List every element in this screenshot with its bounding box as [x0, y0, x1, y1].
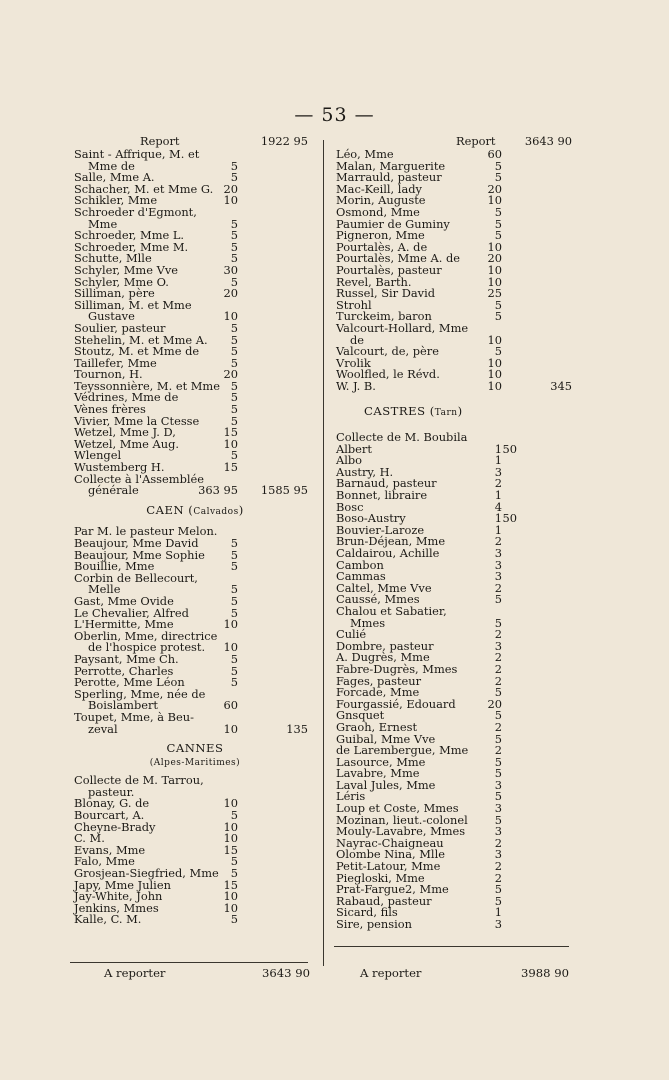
donation-amount: 5	[230, 912, 238, 927]
donor-name: Austry, H.	[336, 464, 394, 479]
donation-amount: 5	[230, 854, 238, 869]
donation-amount: 5	[230, 559, 238, 574]
donation-amount: 10	[223, 640, 238, 655]
donation-amount: 5	[230, 228, 238, 243]
donor-name: C. M.	[74, 831, 105, 846]
donation-amount: 25	[487, 286, 502, 301]
donation-amount: 2	[494, 627, 502, 642]
donation-amount: 3	[494, 824, 502, 839]
donation-amount: 5	[494, 708, 502, 723]
donor-name: Loup et Coste, Mmes	[336, 801, 459, 816]
donation-amount: 5	[230, 239, 238, 254]
donation-amount: 5	[230, 332, 238, 347]
donation-amount: 10	[487, 193, 502, 208]
donation-amount: 5	[494, 309, 502, 324]
donor-name: Schyler, Mme O.	[74, 274, 169, 289]
ledger-row	[70, 819, 320, 834]
donation-amount: 20	[223, 181, 238, 196]
donation-amount: 10	[487, 239, 502, 254]
donor-name: Boislambert	[88, 698, 159, 713]
donor-name: Pigneron, Mme	[336, 228, 425, 243]
donation-amount: 5	[230, 402, 238, 417]
donor-name: Chalou et Sabatier,	[336, 603, 447, 618]
section-total: 1585 95	[260, 483, 308, 498]
donor-name: Stehelin, M. et Mme A.	[74, 332, 208, 347]
donor-name: Sire, pension	[336, 917, 412, 931]
donor-name: Japy, Mme Julien	[74, 877, 171, 892]
donation-amount: 1	[494, 441, 502, 456]
donation-amount: 5	[494, 882, 502, 897]
donor-name: Beaujour, Mme Sophie	[74, 547, 205, 562]
donation-amount: 2	[494, 743, 502, 758]
donation-amount: 3	[494, 557, 502, 572]
donation-amount: 15	[223, 460, 238, 475]
donor-name: Soulier, pasteur	[74, 320, 166, 335]
donor-name: Piegloski, Mme	[336, 870, 425, 885]
donation-amount: 3	[494, 569, 502, 584]
donor-name: Pourtalès, A. de	[336, 239, 428, 254]
donation-amount: 5	[494, 158, 502, 173]
donor-name: Valcourt, de, père	[336, 344, 439, 359]
donation-amount: 5	[230, 582, 238, 597]
donor-name: Lavabre, Mme	[336, 766, 420, 781]
donation-amount: 5	[494, 893, 502, 908]
donation-amount: 5	[230, 378, 238, 393]
donation-amount: 5	[230, 216, 238, 231]
donor-name: Petit-Latour, Mme	[336, 859, 441, 874]
donation-amount: 5	[494, 297, 502, 312]
donation-amount: 1	[494, 488, 502, 503]
section-heading-caen: CAEN (Calvados)	[146, 502, 244, 517]
footer-label: A reporter	[360, 966, 422, 980]
donor-name: Saint - Affrique, M. et	[74, 147, 200, 161]
donation-amount: 3	[494, 917, 502, 931]
donor-name: Laval Jules, Mme	[336, 777, 436, 792]
ledger-row	[70, 914, 320, 926]
donor-name: Taillefer, Mme	[74, 355, 157, 370]
donation-amount: 5	[494, 615, 502, 630]
donor-name: Toupet, Mme, à Beu-	[74, 709, 194, 724]
donor-name: Schyler, Mme Vve	[74, 262, 178, 277]
donor-name: Mmes	[350, 615, 386, 630]
donor-name: W. J. B.	[336, 378, 376, 393]
donor-name: Gast, Mme Ovide	[74, 593, 174, 608]
donor-name: Schroeder d'Egmont,	[74, 204, 197, 219]
donation-amount: 10	[487, 262, 502, 277]
footer-amount: 3988 90	[521, 966, 569, 980]
donation-amount: 5	[494, 344, 502, 359]
column-divider	[323, 140, 324, 966]
donor-name: Fabre-Dugrès, Mmes	[336, 661, 458, 676]
footer-rule	[70, 962, 308, 963]
donor-name: Lasource, Mme	[336, 754, 426, 769]
footer-label: A reporter	[104, 966, 166, 980]
donation-amount: 10	[487, 355, 502, 370]
donor-name: Silliman, M. et Mme	[74, 297, 192, 312]
donor-name: Vrolik	[336, 355, 371, 370]
donor-name: Mme de	[88, 158, 135, 173]
donor-name: Léo, Mme	[336, 147, 394, 161]
donor-name: Collecte de M. Tarrou,	[74, 773, 204, 788]
section-total: 345	[550, 378, 572, 393]
report-label: Report	[456, 134, 496, 148]
donation-amount: 10	[223, 617, 238, 632]
donation-amount: 5	[494, 754, 502, 769]
right-column	[332, 136, 572, 931]
donor-name: Russel, Sir David	[336, 286, 436, 301]
donation-amount: 3	[494, 638, 502, 653]
donor-name: Mme	[88, 216, 118, 231]
donor-name: Turckeim, baron	[336, 309, 432, 324]
donation-amount: 3	[494, 801, 502, 816]
donation-amount: 5	[230, 536, 238, 550]
donor-name: de l'hospice protest.	[88, 640, 206, 655]
donor-name: Schroeder, Mme L.	[74, 228, 185, 243]
donation-amount: 10	[223, 193, 238, 208]
donation-amount: 20	[223, 367, 238, 382]
section-heading-cannes: CANNES	[166, 741, 224, 756]
donor-name: Valcourt-Hollard, Mme	[336, 320, 469, 335]
donor-name: Revel, Barth.	[336, 274, 412, 289]
donation-amount: 10	[223, 796, 238, 811]
donation-amount: 5	[230, 320, 238, 335]
donor-name: Pourtalès, Mme A. de	[336, 251, 461, 266]
donor-name: Barnaud, pasteur	[336, 476, 437, 491]
ledger-row	[332, 777, 572, 792]
donor-name: Malan, Marguerite	[336, 158, 446, 173]
donor-name: Fages, pasteur	[336, 673, 422, 688]
donation-amount: 2	[494, 835, 502, 850]
donor-name: Caltel, Mme Vve	[336, 580, 432, 595]
donation-amount: 2	[494, 661, 502, 676]
donor-name: de	[350, 332, 365, 347]
donor-name: Tournon, H.	[74, 367, 143, 382]
donation-amount: 10	[487, 378, 502, 393]
donor-name: Mouly-Lavabre, Mmes	[336, 824, 466, 839]
donation-amount: 10	[223, 831, 238, 846]
donor-name: Olombe Nina, Mlle	[336, 847, 445, 862]
report-amount: 1922 95	[260, 134, 308, 148]
donor-name: Boso-Austry	[336, 511, 406, 526]
donor-name: Fourgassié, Edouard	[336, 696, 456, 711]
donation-amount: 5	[230, 605, 238, 620]
donor-name: Wetzel, Mme Aug.	[74, 436, 180, 451]
donation-amount: 5	[230, 344, 238, 359]
donor-name: Culié	[336, 627, 367, 642]
donation-amount: 5	[230, 170, 238, 185]
donor-name: zeval	[88, 721, 118, 736]
donor-name: Guibal, Mme Vve	[336, 731, 436, 746]
donation-amount: 5	[494, 685, 502, 700]
donation-amount: 5	[230, 547, 238, 562]
donor-name: Gustave	[88, 309, 135, 324]
donation-amount: 5	[230, 413, 238, 428]
section-region: Calvados	[193, 506, 239, 517]
donor-name: Prat-Fargue2, Mme	[336, 882, 449, 897]
donor-name: Corbin de Bellecourt,	[74, 570, 198, 585]
donation-amount: 60	[223, 698, 238, 713]
donor-name: Rabaud, pasteur	[336, 893, 432, 908]
donor-name: Albert	[336, 441, 372, 456]
donor-name: Schutte, Mlle	[74, 251, 152, 266]
donation-amount: 5	[494, 812, 502, 827]
section-total: 135	[286, 721, 308, 736]
donor-name: Stoutz, M. et Mme de	[74, 344, 200, 359]
footer-rule	[334, 946, 569, 947]
donor-name: Bourcart, A.	[74, 808, 145, 823]
donor-name: Nayrac-Chaigneau	[336, 835, 444, 850]
donation-amount: 30	[223, 262, 238, 277]
donor-list-block2	[332, 432, 572, 931]
donation-amount: 5	[494, 216, 502, 231]
donation-cents: 50	[502, 441, 517, 456]
donation-amount: 1	[494, 511, 502, 526]
donor-name: de Larembergue, Mme	[336, 743, 469, 758]
ledger-row	[70, 485, 320, 497]
donor-name: Blonay, G. de	[74, 796, 150, 811]
donor-name: A. Dugrès, Mme	[336, 650, 430, 665]
donation-amount: 5	[230, 866, 238, 881]
donor-name: Sicard, fils	[336, 905, 398, 920]
donor-name: Wlengel	[74, 448, 122, 463]
donor-name: Strohl	[336, 297, 372, 312]
donation-amount: 10	[223, 889, 238, 904]
page-number: — 53 —	[294, 104, 375, 126]
donation-amount: 1	[494, 522, 502, 537]
donor-name: Kalle, C. M.	[74, 912, 142, 927]
donor-name: Perotte, Mme Léon	[74, 675, 185, 690]
donation-cents: 50	[502, 511, 517, 526]
left-column	[70, 136, 320, 926]
donor-name: Salle, Mme A.	[74, 170, 155, 185]
donation-amount: 2	[494, 476, 502, 491]
donation-amount: 10	[223, 721, 238, 736]
donation-amount: 5	[494, 170, 502, 185]
donation-amount: 20	[223, 286, 238, 301]
ledger-row	[332, 615, 572, 630]
donation-amount: 5	[230, 675, 238, 690]
donation-amount: 2	[494, 719, 502, 734]
donation-amount: 2	[494, 673, 502, 688]
donor-name: Beaujour, Mme David	[74, 536, 199, 550]
donor-name: Vènes frères	[74, 402, 146, 417]
donation-amount: 5	[230, 663, 238, 678]
donor-name: Schacher, M. et Mme G.	[74, 181, 214, 196]
donor-name: Le Chevalier, Alfred	[74, 605, 189, 620]
donation-amount: 5	[230, 251, 238, 266]
donor-name: Par M. le pasteur Melon.	[74, 524, 218, 539]
donation-amount: 5	[230, 355, 238, 370]
donor-name: pasteur.	[88, 784, 135, 799]
donor-name: L'Hermitte, Mme	[74, 617, 174, 632]
donation-amount: 20	[487, 696, 502, 711]
section-title: CAEN	[146, 502, 185, 517]
donor-name: Morin, Auguste	[336, 193, 426, 208]
donation-amount: 5	[230, 448, 238, 463]
section-region: Tarn	[434, 408, 458, 419]
donor-name: Cambon	[336, 557, 384, 572]
donor-name: Collecte à l'Assemblée	[74, 471, 204, 486]
donor-name: Evans, Mme	[74, 842, 146, 857]
donor-name: Cammas	[336, 569, 386, 584]
donor-name: Oberlin, Mme, directrice	[74, 628, 218, 643]
donation-amount: 363 95	[198, 483, 238, 498]
donor-name: Jenkins, Mmes	[74, 900, 159, 915]
ledger-row	[332, 919, 572, 931]
donation-amount: 5	[494, 592, 502, 607]
donor-name: Teyssonnière, M. et Mme	[74, 378, 220, 393]
donor-name: Caussé, Mmes	[336, 592, 420, 607]
donor-name: Gnsquet	[336, 708, 385, 723]
donation-amount: 15	[223, 842, 238, 857]
donor-name: Paysant, Mme Ch.	[74, 651, 179, 666]
ledger-row	[70, 721, 320, 736]
donor-name: Grosjean-Siegfried, Mme	[74, 866, 219, 881]
donation-amount: 10	[487, 332, 502, 347]
donor-name: Falo, Mme	[74, 854, 135, 869]
donation-amount: 3	[494, 546, 502, 560]
donor-name: Woolfled, le Révd.	[336, 367, 440, 382]
donation-amount: 5	[494, 731, 502, 746]
donation-amount: 5	[494, 789, 502, 804]
donation-amount: 60	[487, 147, 502, 161]
donor-name: Silliman, père	[74, 286, 155, 301]
donor-name: Forcade, Mme	[336, 685, 420, 700]
ledger-row	[332, 320, 572, 335]
donation-amount: 10	[223, 309, 238, 324]
donor-name: Bosc	[336, 499, 364, 514]
section-title: CASTRES	[364, 404, 426, 419]
report-amount: 3643 90	[524, 134, 572, 148]
donation-amount: 15	[223, 425, 238, 440]
donor-name: Vivier, Mme la Ctesse	[74, 413, 200, 428]
donor-name: Wetzel, Mme J. D,	[74, 425, 176, 440]
donation-amount: 5	[494, 228, 502, 243]
donation-amount: 2	[494, 580, 502, 595]
donation-amount: 5	[230, 593, 238, 608]
donation-amount: 3	[494, 777, 502, 792]
donation-amount: 5	[494, 204, 502, 219]
donor-name: Schikler, Mme	[74, 193, 158, 208]
footer-amount: 3643 90	[262, 966, 310, 980]
report-label: Report	[140, 134, 180, 148]
ledger-row	[332, 490, 572, 502]
donation-amount: 3	[494, 847, 502, 862]
donor-name: Sperling, Mme, née de	[74, 686, 206, 701]
section-region: (Alpes-Maritimes)	[149, 757, 241, 768]
donor-name: Védrines, Mme de	[74, 390, 179, 405]
donor-name: Bouvier-Laroze	[336, 522, 425, 537]
donation-amount: 5	[494, 766, 502, 781]
donor-name: Bouillie, Mme	[74, 559, 155, 574]
donor-name: Bonnet, libraire	[336, 488, 428, 503]
donor-name: Paumier de Guminy	[336, 216, 450, 231]
donation-amount: 2	[494, 859, 502, 874]
donation-amount: 2	[494, 534, 502, 549]
donor-name: Pourtalès, pasteur	[336, 262, 442, 277]
donation-amount: 15	[223, 877, 238, 892]
ledger-row	[332, 441, 572, 456]
ledger-row	[332, 378, 572, 393]
donation-amount: 3	[494, 464, 502, 479]
donation-amount: 20	[487, 181, 502, 196]
donor-name: Brun-Déjean, Mme	[336, 534, 446, 549]
donor-name: Melle	[88, 582, 121, 597]
section-heading-castres: CASTRES (Tarn)	[364, 404, 463, 419]
donor-name: Mozinan, lieut.-colonel	[336, 812, 468, 827]
donor-name: Caldairou, Achille	[336, 546, 440, 560]
donor-name: Perrotte, Charles	[74, 663, 174, 678]
donor-name: Dombre, pasteur	[336, 638, 434, 653]
donation-amount: 5	[230, 390, 238, 405]
donation-amount: 5	[230, 274, 238, 289]
donor-list-block1	[332, 149, 572, 392]
donor-name: Mac-Keill, lady	[336, 181, 422, 196]
donor-list-block3	[70, 775, 320, 926]
donor-list-block2	[70, 526, 320, 735]
donation-amount: 10	[487, 274, 502, 289]
donation-amount: 2	[494, 870, 502, 885]
donation-amount: 10	[223, 900, 238, 915]
donor-name: Osmond, Mme	[336, 204, 420, 219]
donor-name: Wustemberg H.	[74, 460, 165, 475]
donation-amount: 4	[494, 499, 502, 514]
donation-amount: 10	[223, 819, 238, 834]
donor-name: Schroeder, Mme M.	[74, 239, 189, 254]
donation-amount: 5	[230, 651, 238, 666]
donation-amount: 2	[494, 650, 502, 665]
donation-amount: 10	[487, 367, 502, 382]
donation-amount: 10	[223, 436, 238, 451]
donation-amount: 1	[494, 453, 502, 468]
donor-name: Graoh, Ernest	[336, 719, 418, 734]
donor-name: générale	[88, 483, 139, 498]
donor-name: Cheyne-Brady	[74, 819, 156, 834]
donor-name: Léris	[336, 789, 366, 804]
donation-amount: 1	[494, 905, 502, 920]
donor-name: Albo	[336, 453, 363, 468]
donor-name: Jay-White, John	[74, 889, 163, 904]
donor-name: Marrauld, pasteur	[336, 170, 442, 185]
donation-amount: 5	[230, 158, 238, 173]
donor-list-block1	[70, 149, 320, 497]
donation-amount: 5	[230, 808, 238, 823]
donor-name: Collecte de M. Boubila	[336, 430, 468, 445]
donation-amount: 20	[487, 251, 502, 266]
